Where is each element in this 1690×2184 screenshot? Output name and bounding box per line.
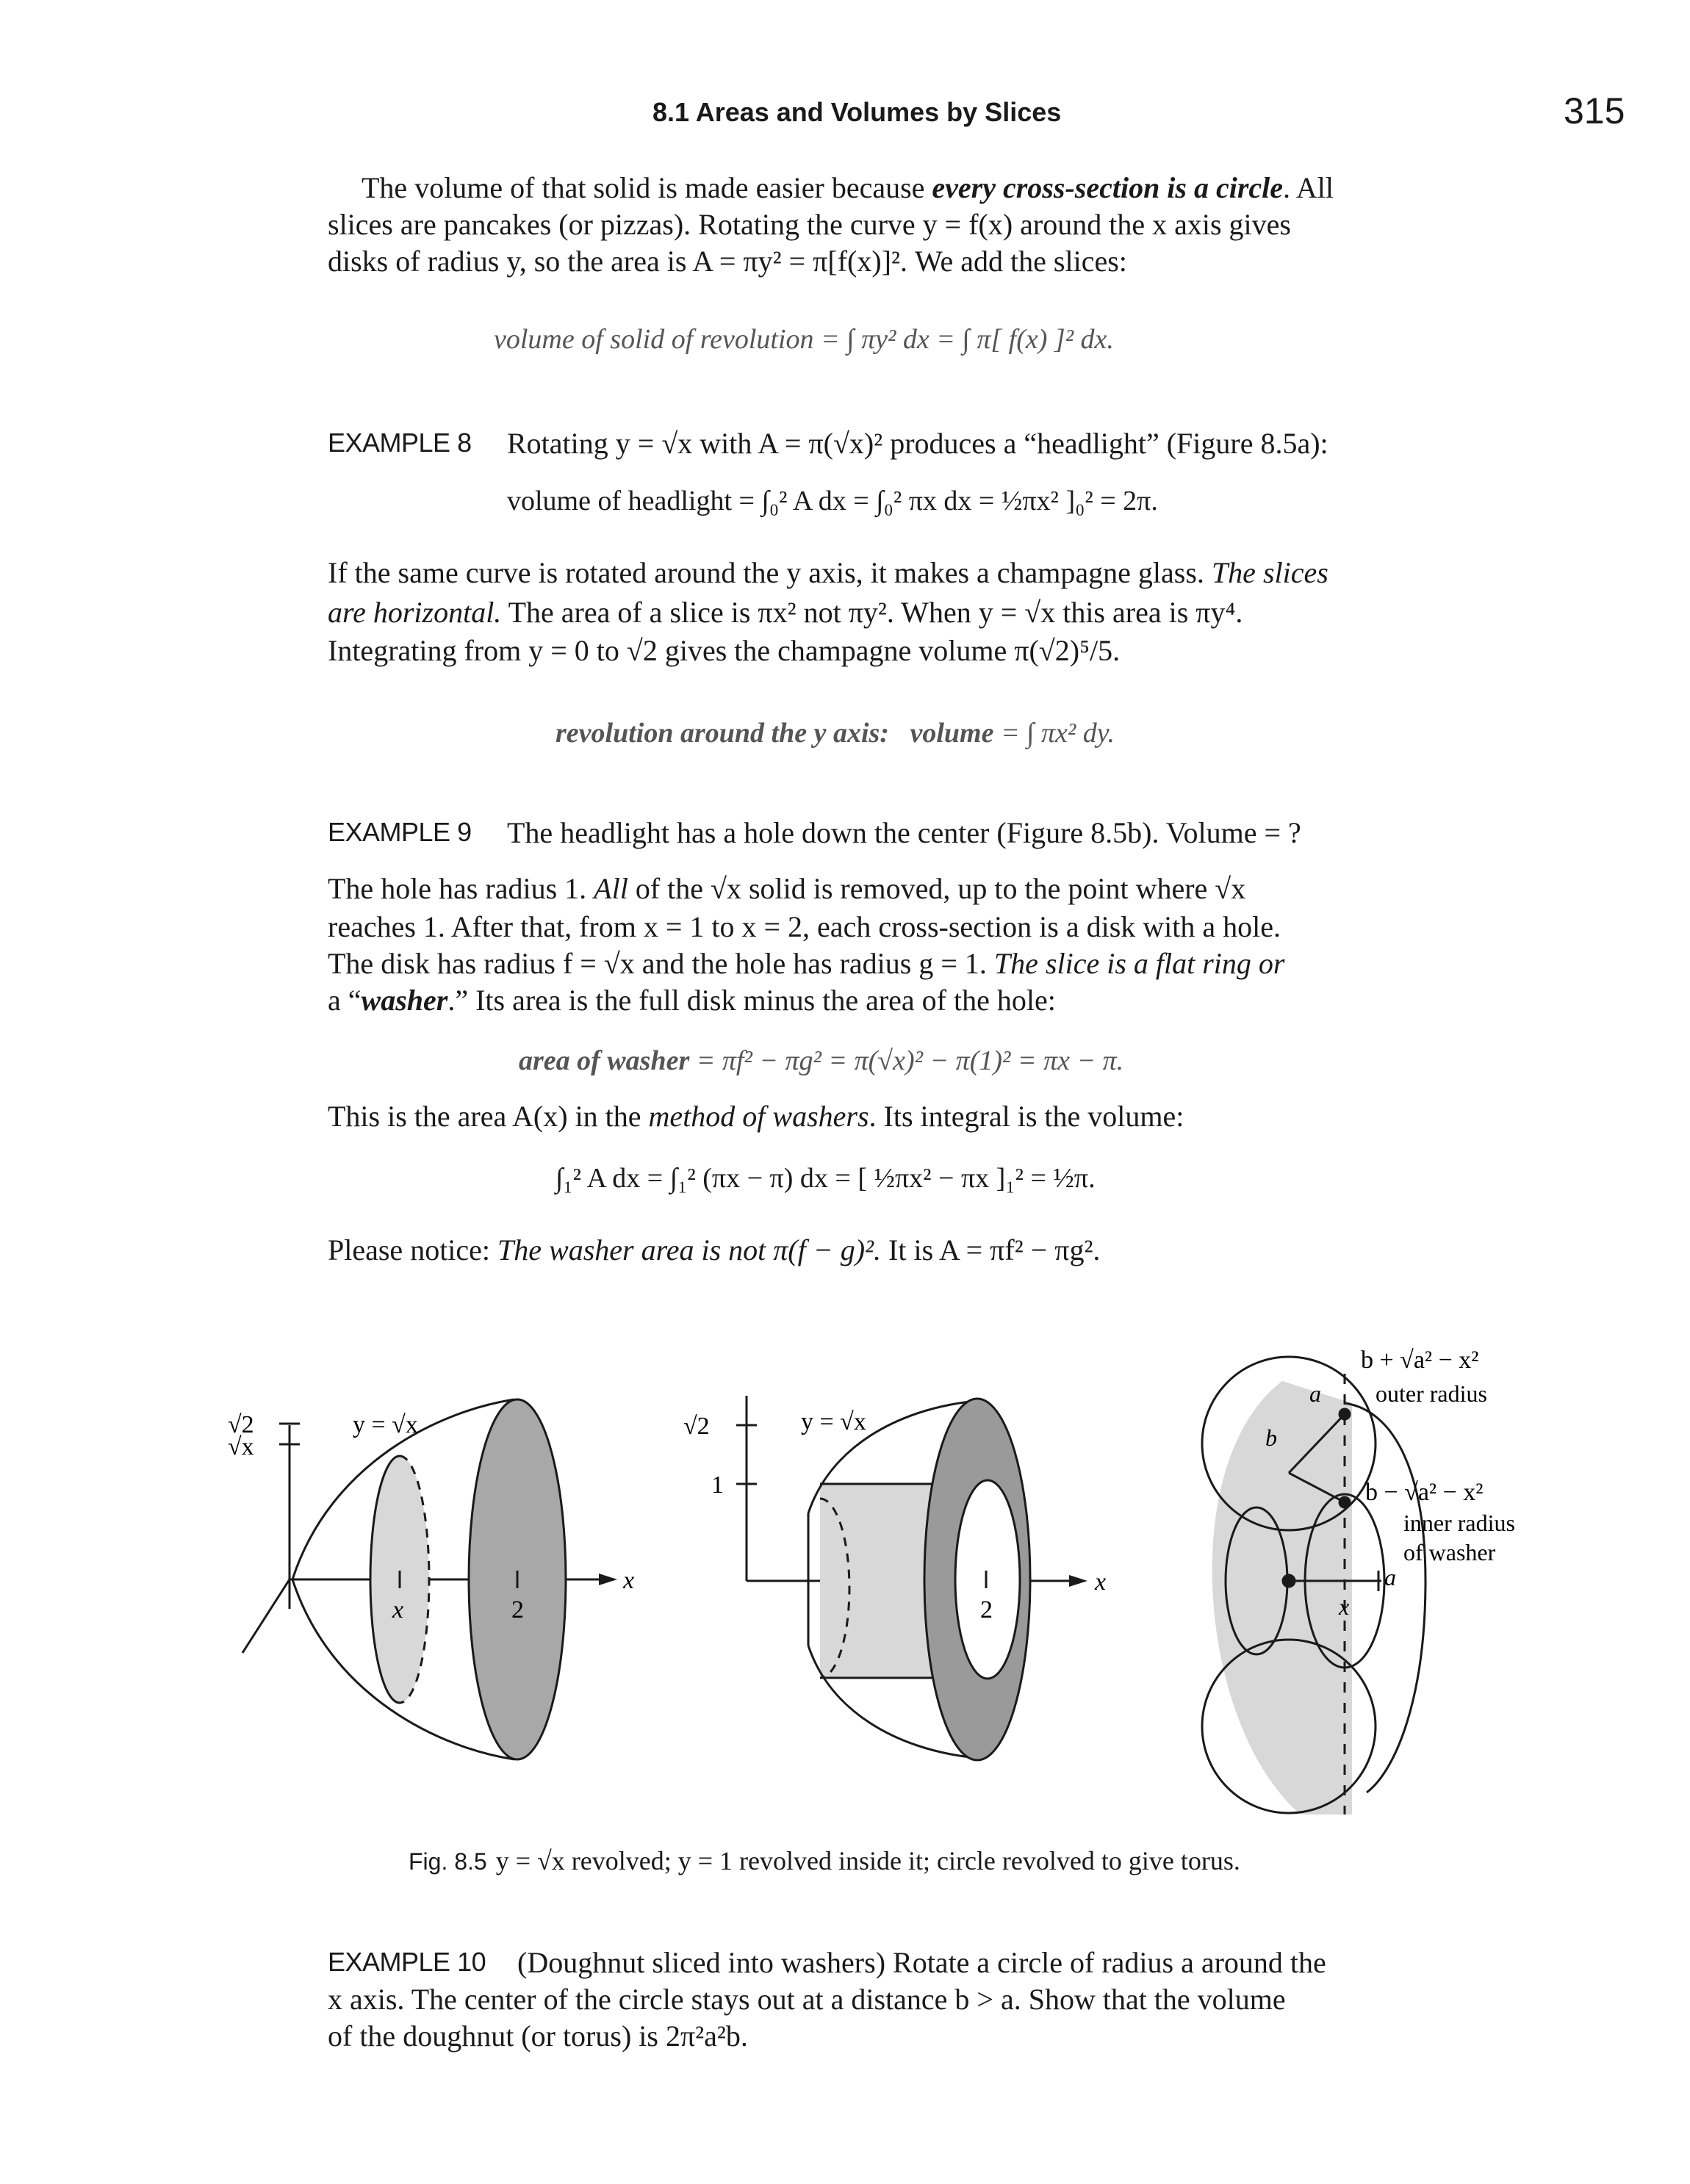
example-8-text: Rotating y = √x with A = π(√x)² produces a “headlight” (Figure 8.5a): [507, 427, 1328, 460]
y-axis-revolution-equation: revolution around the y axis: volume = ∫ πx² dy. [555, 718, 1115, 749]
page-number: 315 [1564, 90, 1625, 131]
example-9-label: EXAMPLE 9 [328, 817, 472, 847]
a-sqrt2-label: √2 [228, 1411, 254, 1438]
b-two-label: 2 [980, 1596, 993, 1623]
b-xaxis-label: x [1095, 1568, 1107, 1596]
c-inner-label-1: inner radius [1403, 1510, 1515, 1536]
c-a2-label: a [1384, 1564, 1396, 1590]
example-9-line-3: The disk has radius f = √x and the hole has radius g = 1. The slice is a flat ring or [328, 947, 1285, 980]
c-inner-expr: b − √a² − x² [1365, 1479, 1484, 1506]
a-two-label: 2 [511, 1596, 524, 1623]
figure-a-headlight [242, 1399, 617, 1759]
c-x-label: x [1339, 1593, 1350, 1620]
c-inner-label-2: of washer [1403, 1539, 1496, 1565]
c-outer-expr: b + √a² − x² [1361, 1347, 1479, 1374]
figure-8-5 [220, 1315, 1558, 1829]
example-9-line-1: The hole has radius 1. All of the √x solid is removed, up to the point where √x [328, 872, 1246, 905]
glass-line-2: are horizontal. The area of a slice is πx² not πy². When y = √x this area is πy⁴. [328, 596, 1243, 629]
example-10-line-2: x axis. The center of the circle stays out at a distance b > a. Show that the volume [328, 1983, 1286, 2016]
c-b-label: b [1265, 1424, 1277, 1451]
figure-b-washer-solid [736, 1396, 1087, 1760]
washer-area-equation: area of washer = πf² − πg² = π(√x)² − π(1)² = πx − π. [519, 1045, 1124, 1076]
intro-line-3: disks of radius y, so the area is A = πy² = π[f(x)]². We add the slices: [328, 245, 1127, 278]
b-curve-label: y = √x [801, 1408, 866, 1435]
b-sqrt2-label: √2 [683, 1413, 710, 1440]
volume-of-revolution-equation: volume of solid of revolution = ∫ πy² dx = ∫ π[ f(x) ]² dx. [494, 324, 1114, 355]
washer-volume-equation: ∫₁² A dx = ∫₁² (πx − π) dx = [ ½πx² − πx ]₁² = ½π. [555, 1163, 1096, 1194]
b-hole [955, 1480, 1020, 1679]
figure-caption: Fig. 8.5 y = √x revolved; y = 1 revolved inside it; circle revolved to give torus. [409, 1846, 1240, 1875]
example-8-equation: volume of headlight = ∫₀² A dx = ∫₀² πx dx = ½πx² ]₀² = 2π. [507, 486, 1158, 516]
b-one-label: 1 [711, 1471, 724, 1499]
a-curve-label: y = √x [353, 1411, 418, 1438]
example-9-line-2: reaches 1. After that, from x = 1 to x = 2, each cross-section is a disk with a hole. [328, 910, 1281, 943]
example-9-line-6: Please notice: The washer area is not π(f − g)². It is A = πf² − πg². [328, 1233, 1101, 1266]
c-a-label: a [1309, 1380, 1321, 1407]
example-10-label: EXAMPLE 10 [328, 1947, 486, 1977]
example-8-label: EXAMPLE 8 [328, 428, 472, 458]
example-10-line-1: (Doughnut sliced into washers) Rotate a circle of radius a around the [517, 1946, 1326, 1979]
glass-line-3: Integrating from y = 0 to √2 gives the champagne volume π(√2)⁵/5. [328, 634, 1121, 667]
a-sqrtx-label: √x [228, 1433, 254, 1460]
example-9-text: The headlight has a hole down the center (Figure 8.5b). Volume = ? [507, 816, 1301, 849]
a-xaxis-label: x [623, 1567, 635, 1594]
intro-line-1: The volume of that solid is made easier because every cross-section is a circle. All [362, 171, 1334, 204]
intro-line-2: slices are pancakes (or pizzas). Rotating the curve y = f(x) around the x axis gives [328, 208, 1291, 241]
glass-line-1: If the same curve is rotated around the y axis, it makes a champagne glass. The slices [328, 556, 1328, 589]
c-outer-label: outer radius [1376, 1380, 1487, 1407]
example-10-line-3: of the doughnut (or torus) is 2π²a²b. [328, 2019, 748, 2053]
example-9-line-4: a “washer.” Its area is the full disk minus the area of the hole: [328, 984, 1056, 1017]
section-title: 8.1 Areas and Volumes by Slices [652, 97, 1062, 127]
a-x-label: x [392, 1596, 404, 1623]
example-9-line-5: This is the area A(x) in the method of washers. Its integral is the volume: [328, 1100, 1184, 1133]
